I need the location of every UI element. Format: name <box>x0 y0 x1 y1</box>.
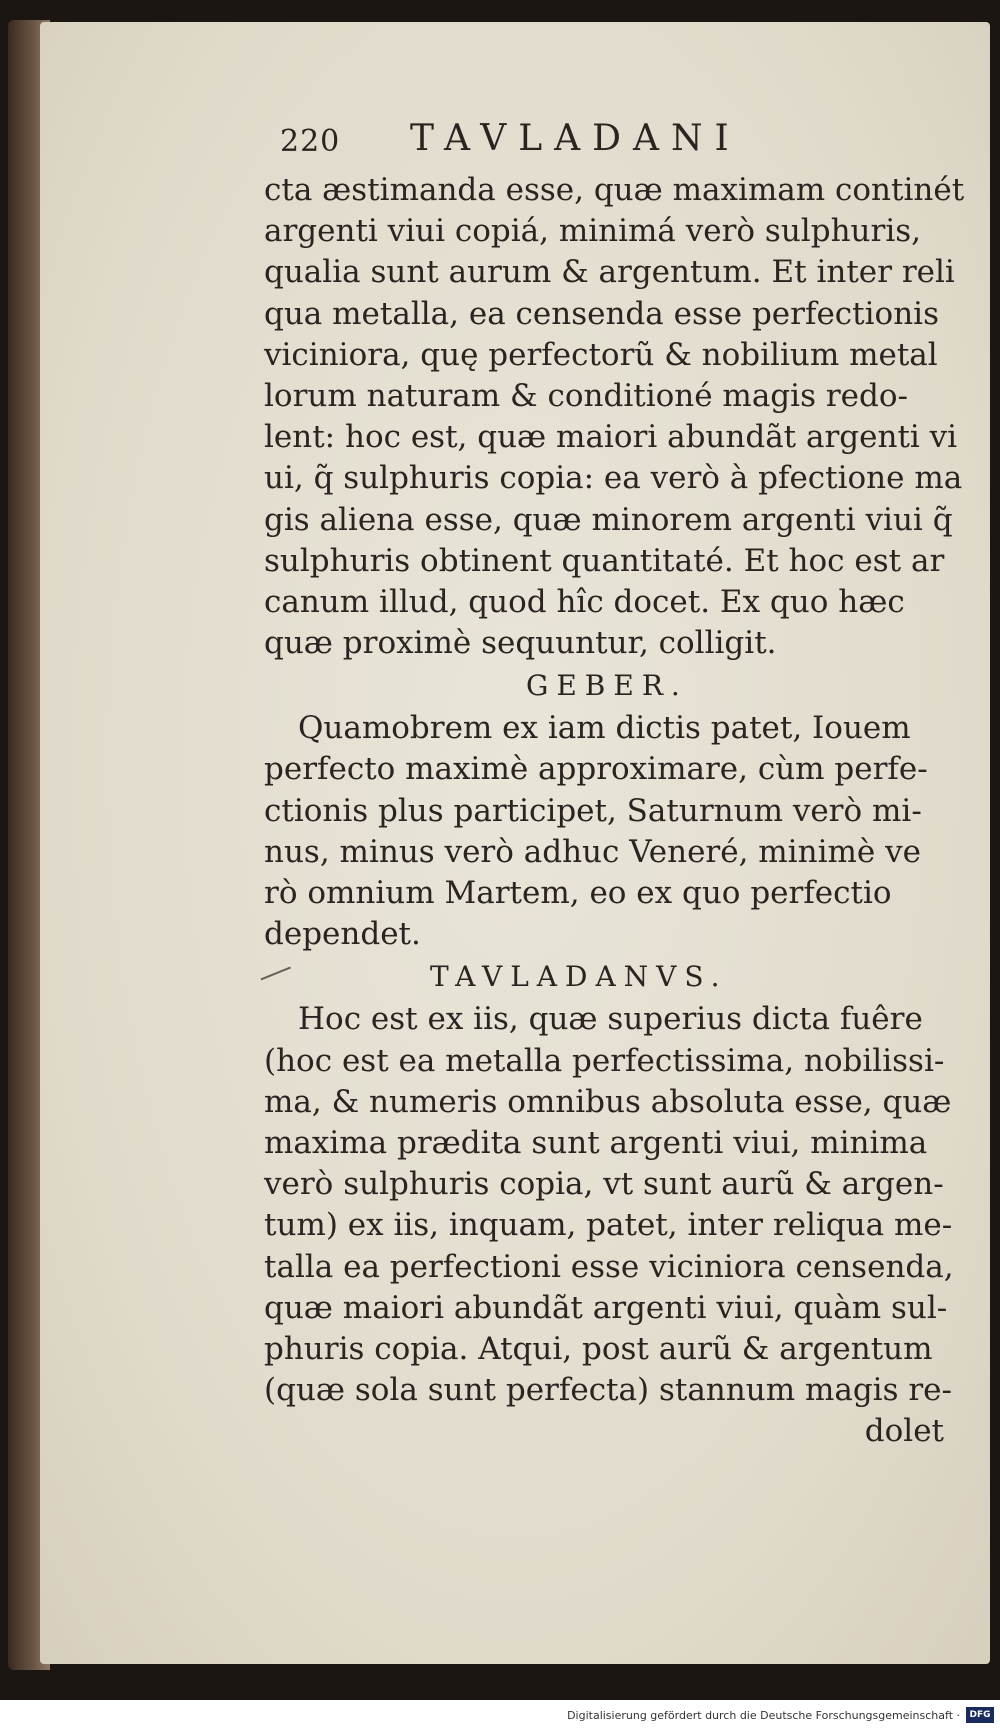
running-head <box>250 118 950 170</box>
text-line: quæ maiori abundãt argenti viui, quàm sul- <box>264 1289 948 1326</box>
text-line: ui, q̃ sulphuris copia: ea verò à pfectione ma <box>264 460 963 497</box>
page-number: 220 <box>280 124 341 159</box>
catchword: dolet <box>864 1413 944 1450</box>
text-line: ctionis plus participet, Saturnum verò mi- <box>264 792 922 829</box>
text-line: lorum naturam & conditioné magis redo- <box>264 377 908 414</box>
section-heading-geber: GEBER. <box>526 669 688 703</box>
text-line: ma, & numeris omnibus absoluta esse, quæ <box>264 1083 952 1120</box>
text-line: phuris copia. Atqui, post aurũ & argentum <box>264 1330 933 1367</box>
text-line: qua metalla, ea censenda esse perfectionis <box>264 295 939 332</box>
text-line: maxima prædita sunt argenti viui, minima <box>264 1124 928 1161</box>
text-line: dependet. <box>264 916 421 953</box>
funding-credit: Digitalisierung gefördert durch die Deutsche Forschungsgemeinschaft · <box>567 1709 960 1722</box>
dfg-logo: DFG <box>966 1707 994 1723</box>
running-title: TAVLADANI <box>410 118 741 159</box>
text-line: cta æstimanda esse, quæ maximam continét <box>264 172 965 208</box>
text-line: rò omnium Martem, eo ex quo perfectio <box>264 875 892 911</box>
text-line: verò sulphuris copia, vt sunt aurũ & argen- <box>264 1166 944 1203</box>
section-heading-tauladanus: TAVLADANVS. <box>430 960 728 994</box>
text-line: perfecto maximè approximare, cùm perfe- <box>264 751 928 788</box>
digitization-footer <box>0 1700 1000 1732</box>
text-line: talla ea perfectioni esse viciniora censenda, <box>264 1248 954 1285</box>
text-line: Hoc est ex iis, quæ superius dicta fuêre <box>298 1001 923 1038</box>
page-text <box>250 118 965 1452</box>
text-line: canum illud, quod hîc docet. Ex quo hæc <box>264 583 905 620</box>
text-line: viciniora, quę perfectorũ & nobilium metal <box>264 336 938 373</box>
text-line: nus, minus verò adhuc Veneré, minimè ve <box>264 833 921 870</box>
text-line: gis aliena esse, quæ minorem argenti viui q̃ <box>264 501 953 538</box>
text-line: qualia sunt aurum & argentum. Et inter reli <box>264 254 955 291</box>
text-line: tum) ex iis, inquam, patet, inter reliqua me- <box>264 1207 953 1244</box>
text-line: (hoc est ea metalla perfectissima, nobilissi- <box>264 1042 945 1079</box>
text-line: Quamobrem ex iam dictis patet, Iouem <box>298 710 911 747</box>
text-line: sulphuris obtinent quantitaté. Et hoc est ar <box>264 542 945 579</box>
text-line: argenti viui copiá, minimá verò sulphuris, <box>264 213 921 250</box>
text-line: (quæ sola sunt perfecta) stannum magis re- <box>264 1372 952 1409</box>
text-line: quæ proximè sequuntur, colligit. <box>264 625 777 662</box>
text-line: lent: hoc est, quæ maiori abundãt argenti vi <box>264 419 958 456</box>
